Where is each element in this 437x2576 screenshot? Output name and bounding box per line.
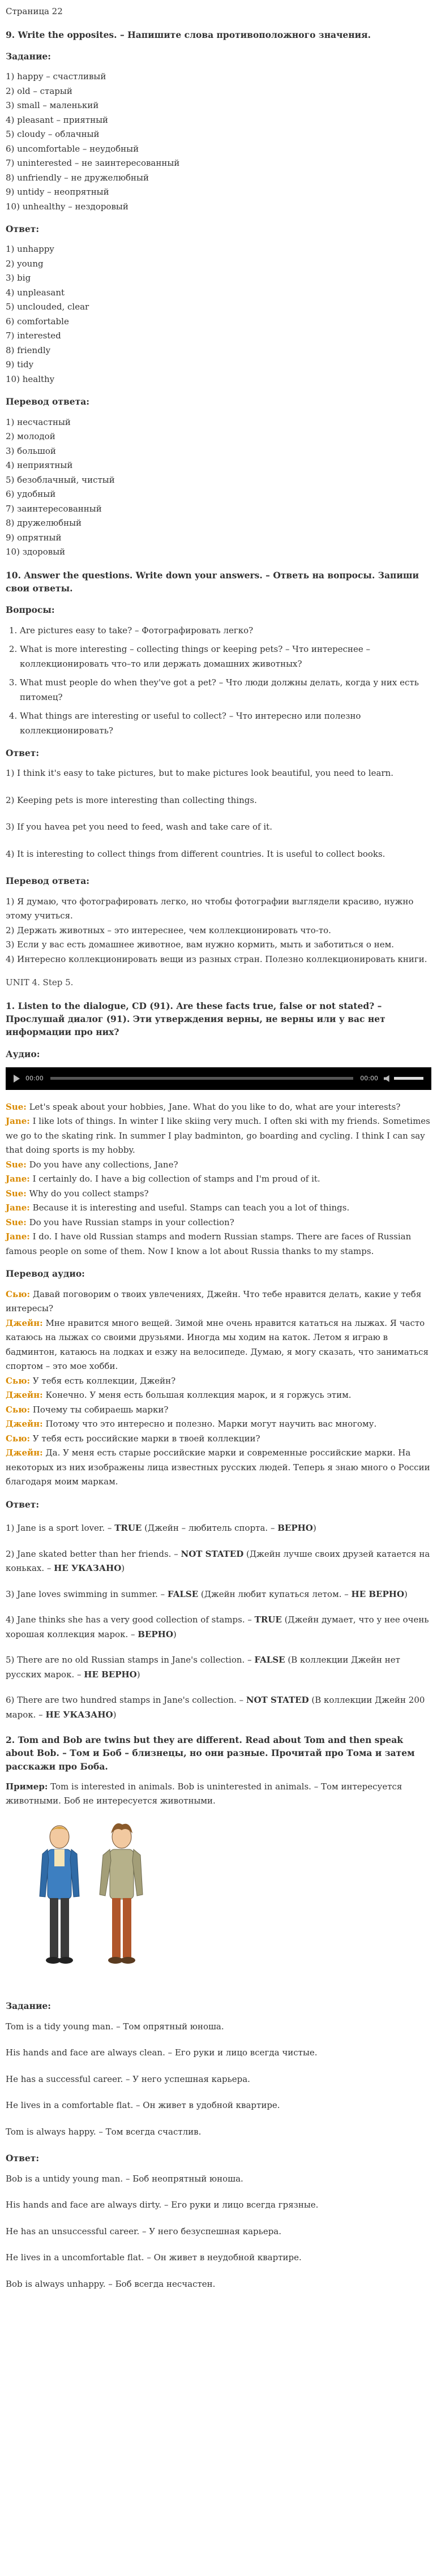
question-item: 4. What things are interesting or useful to collect? – Что интересно или полезно коллекционировать? [20, 709, 431, 738]
list-item: 2) Держать животных – это интереснее, чем коллекционировать что-то. [6, 925, 331, 935]
dialogue-line [6, 1201, 431, 1216]
dialogue-line [6, 1114, 431, 1158]
ex1-answer-list [6, 1521, 431, 1722]
list-item: 4) pleasant – приятный [6, 114, 109, 125]
dialogue [6, 1100, 431, 1259]
list-item: He has a successful career. – У него успешная карьера. [6, 2073, 250, 2084]
speaker-label: Sue: [6, 1101, 27, 1112]
ex9-translation-label: Перевод ответа: [6, 396, 89, 407]
answer-text: (Джейн думает, что у нее очень хорошая коллекция марок. – [6, 1615, 429, 1639]
ex9-task-list [6, 70, 431, 214]
list-item: 1) несчастный [6, 417, 71, 427]
verdict-ru: НЕ ВЕРНО [351, 1588, 405, 1599]
dialogue-line [6, 1374, 431, 1389]
speaker-label: Jane: [6, 1174, 30, 1184]
answer-item: 3) If you havea pet you need to feed, wash and take care of it. [6, 822, 272, 832]
list-item: 6) uncomfortable – неудобный [6, 143, 139, 154]
ex1-dialogue-translation-label: Перевод аудио: [6, 1268, 85, 1280]
dialogue-text: Because it is interesting and useful. Stamps can teach you a lot of things. [29, 1203, 350, 1213]
list-item: 3) small – маленький [6, 100, 99, 111]
ex1-audio-label: Аудио: [6, 1048, 40, 1059]
speaker-label: Jane: [6, 1203, 30, 1213]
speaker-label: Sue: [6, 1159, 27, 1170]
verdict-ru: НЕ УКАЗАНО [45, 1709, 113, 1720]
dialogue-line [6, 1158, 431, 1173]
dialogue-text: Мне нравится много вещей. Зимой мне очень нравится кататься на лыжах. Я часто катаюсь на лыжах со своими друзьями. Иногда мы ходим на каток. Летом я играю в бадминтон, катаюсь на лодках и езжу на велосипеде. Думаю, я могу сказать, что заниматься спортом – это мое хобби. [6, 1317, 429, 1372]
list-item: 2) old – старый [6, 85, 72, 96]
answer-text: ) [173, 1629, 177, 1639]
ex10-question-list [6, 624, 431, 739]
speaker-label: Джейн: [6, 1317, 43, 1328]
speaker-label: Sue: [6, 1188, 27, 1199]
answer-text: 2) Jane skated better than her friends. – [6, 1548, 181, 1559]
dialogue-text: Потому что это интересно и полезно. Марки могут научить вас многому. [42, 1419, 377, 1429]
speaker-label: Джейн: [6, 1448, 43, 1458]
ex10-answer-list [6, 766, 431, 861]
list-item: 1) Я думаю, что фотографировать легко, но чтобы фотографии выглядели красиво, нужно этому учиться. [6, 896, 414, 921]
list-item: 8) дружелюбный [6, 518, 82, 529]
dialogue-text: У тебя есть коллекции, Джейн? [30, 1375, 176, 1386]
verdict: TRUE [254, 1615, 282, 1625]
list-item: 5) безоблачный, чистый [6, 474, 115, 485]
dialogue-text: Do you have any collections, Jane? [26, 1159, 178, 1170]
list-item: Bob is always unhappy. – Боб всегда несчастен. [6, 2278, 216, 2289]
example-label: Пример: [6, 1781, 48, 1792]
answer-text: (Джейн лучше своих друзей катается на коньках. – [6, 1548, 430, 1574]
list-item: Tom is a tidy young man. – Том опрятный юноша. [6, 2021, 224, 2032]
dialogue-line [6, 1432, 431, 1446]
list-item: He lives in a uncomfortable flat. – Он живет в неудобной квартире. [6, 2252, 302, 2263]
list-item: Bob is a untidy young man. – Боб неопрятный юноша. [6, 2173, 243, 2184]
dialogue-text: Do you have Russian stamps in your collection? [26, 1217, 234, 1227]
answer-text: ) [136, 1669, 140, 1680]
speaker-label: Jane: [6, 1116, 30, 1127]
audio-current-time: 00:00 [25, 1074, 44, 1082]
ex9-task-label: Задание: [6, 50, 52, 62]
verdict-ru: ВЕРНО [277, 1523, 313, 1534]
ex10-answer-label: Ответ: [6, 748, 40, 759]
dialogue-line [6, 1216, 431, 1230]
list-item: 4) неприятный [6, 460, 73, 471]
ex10-translation-list [6, 895, 431, 967]
ex10-heading: 10. Answer the questions. Write down your answers. – Ответь на вопросы. Запиши свои ответы. [6, 569, 419, 594]
answer-item [6, 1653, 431, 1682]
verdict-ru: НЕ УКАЗАНО [54, 1563, 122, 1574]
list-item: 6) comfortable [6, 316, 69, 327]
dialogue-line [6, 1388, 431, 1403]
list-item: 1) happy – счастливый [6, 71, 106, 82]
speaker-label: Сью: [6, 1404, 31, 1415]
list-item: 10) здоровый [6, 547, 66, 557]
answer-text: 5) There are no old Russian stamps in Jane's collection. – [6, 1655, 255, 1665]
answer-item [6, 1587, 431, 1602]
dialogue-line [6, 1187, 431, 1201]
answer-text: ) [404, 1588, 408, 1599]
example-text: Tom is interested in animals. Bob is uninterested in animals. – Том интересуется животными. Боб не интересуется животными. [6, 1781, 402, 1806]
dialogue-line [6, 1230, 431, 1259]
dialogue-text: I like lots of things. In winter I like skiing very much. I often ski with my friends. Sometimes we go to the skating rink. In summer I play badminton, go boarding and cycling. I think I can say that doing sports is my hobby. [6, 1116, 430, 1156]
list-item: He has an unsuccessful career. – У него безуспешная карьера. [6, 2226, 282, 2236]
answer-text: ) [312, 1523, 316, 1534]
page-title: Страница 22 [6, 6, 63, 16]
list-item: 9) untidy – неопрятный [6, 187, 109, 198]
answer-item: 2) Keeping pets is more interesting than collecting things. [6, 795, 257, 805]
answer-text: (В коллекции Джейн нет русских марок. – [6, 1655, 400, 1680]
audio-progress-bar[interactable] [50, 1077, 354, 1080]
play-icon[interactable] [14, 1075, 20, 1083]
list-item: 10) unhealthy – нездоровый [6, 201, 128, 212]
ex10-questions-label: Вопросы: [6, 604, 55, 616]
twins-illustration [6, 1820, 175, 1973]
answer-text: (Джейн – любитель спорта. – [142, 1523, 278, 1534]
list-item: His hands and face are always dirty. – Его руки и лицо всегда грязные. [6, 2200, 319, 2210]
dialogue-text: I do. I have old Russian stamps and modern Russian stamps. There are faces of Russian famous people on some of them. Now I know a lot about Russia thanks to my stamps. [6, 1231, 412, 1256]
list-item: 3) big [6, 273, 31, 284]
list-item: 2) молодой [6, 431, 55, 442]
speaker-label: Сью: [6, 1433, 31, 1444]
question-item: 1. Are pictures easy to take? – Фотографировать легко? [20, 624, 431, 638]
dialogue-text: I certainly do. I have a big collection of stamps and I'm proud of it. [29, 1174, 320, 1184]
answer-item: 4) It is interesting to collect things from different countries. It is useful to collect books. [6, 848, 385, 859]
verdict: NOT STATED [181, 1548, 244, 1559]
verdict: NOT STATED [246, 1695, 309, 1706]
ex2-answer-list [6, 2172, 431, 2292]
verdict: FALSE [254, 1655, 285, 1665]
answer-text: 3) Jane loves swimming in summer. – [6, 1588, 168, 1599]
dialogue-text: Да. У меня есть старые российские марки и современные российские марки. На некоторых из них изображены лица известных русских людей. Теперь я знаю много о России благодаря моим маркам. [6, 1448, 430, 1487]
ex1-heading: 1. Listen to the dialogue, CD (91). Are these facts true, false or not stated? – Прослушай диалог (91). Эти утверждения верны, не верны или у вас нет информации про них? [6, 1000, 385, 1038]
answer-item [6, 1547, 431, 1576]
question-item: 2. What is more interesting – collecting things or keeping pets? – Что интереснее – коллекционировать что–то или держать домашних животных? [20, 642, 431, 671]
list-item: 9) опрятный [6, 532, 62, 543]
list-item: 7) uninterested – не заинтересованный [6, 158, 180, 169]
list-item: 3) большой [6, 445, 56, 456]
dialogue-text: У тебя есть российские марки в твоей коллекции? [30, 1433, 260, 1444]
answer-item: 1) I think it's easy to take pictures, but to make pictures look beautiful, you need to learn. [6, 768, 394, 779]
speaker-label: Сью: [6, 1375, 31, 1386]
bob-figure [100, 1823, 143, 1964]
list-item: 4) unpleasant [6, 287, 65, 298]
volume-icon[interactable] [384, 1075, 391, 1082]
answer-text: 6) There are two hundred stamps in Jane's collection. – [6, 1695, 246, 1706]
list-item: 9) tidy [6, 359, 34, 370]
ex9-answer-label: Ответ: [6, 224, 40, 235]
answer-text: 4) Jane thinks she has a very good collection of stamps. – [6, 1615, 255, 1625]
dialogue-line [6, 1287, 431, 1316]
list-item: 5) cloudy – облачный [6, 129, 100, 140]
ex2-answer-label: Ответ: [6, 2153, 40, 2164]
answer-item [6, 1613, 431, 1642]
tom-figure [40, 1826, 79, 1964]
dialogue-translation [6, 1287, 431, 1489]
list-item: 10) healthy [6, 373, 55, 384]
ex9-translation-list [6, 415, 431, 560]
list-item: 5) unclouded, clear [6, 302, 89, 312]
answer-item [6, 1521, 431, 1536]
answer-item [6, 1693, 431, 1722]
list-item: 7) заинтересованный [6, 503, 102, 514]
ex2-task-label: Задание: [6, 2000, 52, 2012]
dialogue-line [6, 1172, 431, 1187]
speaker-label: Sue: [6, 1217, 27, 1227]
list-item: 4) Интересно коллекционировать вещи из разных стран. Полезно коллекционировать книги. [6, 954, 427, 964]
list-item: His hands and face are always clean. – Его руки и лицо всегда чистые. [6, 2047, 318, 2058]
ex10-translation-label: Перевод ответа: [6, 875, 89, 887]
speaker-label: Джейн: [6, 1390, 43, 1401]
answer-text: (В коллекции Джейн 200 марок. – [6, 1695, 425, 1720]
ex1-answer-label: Ответ: [6, 1499, 40, 1510]
dialogue-text: Конечно. У меня есть большая коллекция марок, и я горжусь этим. [42, 1390, 352, 1401]
verdict-ru: ВЕРНО [138, 1629, 173, 1639]
list-item: 2) young [6, 258, 44, 269]
ex9-heading: 9. Write the opposites. – Напишите слова противоположного значения. [6, 29, 371, 40]
answer-text: 1) Jane is a sport lover. – [6, 1523, 115, 1534]
speaker-label: Сью: [6, 1289, 31, 1299]
answer-text: (Джейн любит купаться летом. – [198, 1588, 352, 1599]
verdict: FALSE [167, 1588, 199, 1599]
answer-text: ) [113, 1709, 117, 1720]
dialogue-line [6, 1417, 431, 1432]
dialogue-text: Почему ты собираешь марки? [30, 1404, 169, 1415]
ex2-task-list [6, 2020, 431, 2140]
list-item: 8) unfriendly – не дружелюбный [6, 172, 149, 183]
list-item: 8) friendly [6, 345, 51, 355]
volume-slider[interactable] [394, 1077, 423, 1080]
unit-label: UNIT 4. Step 5. [6, 977, 74, 988]
dialogue-line [6, 1100, 431, 1115]
audio-duration: 00:00 [360, 1074, 378, 1082]
dialogue-line [6, 1446, 431, 1489]
dialogue-text: Let's speak about your hobbies, Jane. What do you like to do, what are your interests? [26, 1101, 401, 1112]
list-item: Tom is always happy. – Том всегда счастлив. [6, 2126, 202, 2137]
list-item: 7) interested [6, 330, 61, 341]
audio-player [6, 1067, 431, 1090]
list-item: 3) Если у вас есть домашнее животное, вам нужно кормить, мыть и заботиться о нем. [6, 939, 395, 950]
verdict: TRUE [114, 1523, 142, 1534]
ex9-answer-list [6, 242, 431, 387]
answer-text: ) [121, 1563, 125, 1574]
dialogue-text: Why do you collect stamps? [26, 1188, 149, 1199]
dialogue-line [6, 1403, 431, 1418]
ex2-heading: 2. Tom and Bob are twins but they are different. Read about Tom and then speak about Bob. – Том и Боб – близнецы, но они разные. Прочитай про Тома и затем расскажи про Боба. [6, 1734, 415, 1772]
speaker-label: Jane: [6, 1231, 30, 1242]
dialogue-text: Давай поговорим о твоих увлечениях, Джейн. Что тебе нравится делать, какие у тебя интересы? [6, 1289, 422, 1314]
verdict-ru: НЕ ВЕРНО [84, 1669, 137, 1680]
list-item: 6) удобный [6, 489, 56, 500]
ex2-example [6, 1780, 431, 1809]
speaker-label: Джейн: [6, 1419, 43, 1429]
question-item: 3. What must people do when they've got a pet? – Что люди должны делать, когда у них есть питомец? [20, 676, 431, 705]
list-item: He lives in a comfortable flat. – Он живет в удобной квартире. [6, 2100, 280, 2111]
list-item: 1) unhappy [6, 244, 54, 255]
dialogue-line [6, 1316, 431, 1374]
